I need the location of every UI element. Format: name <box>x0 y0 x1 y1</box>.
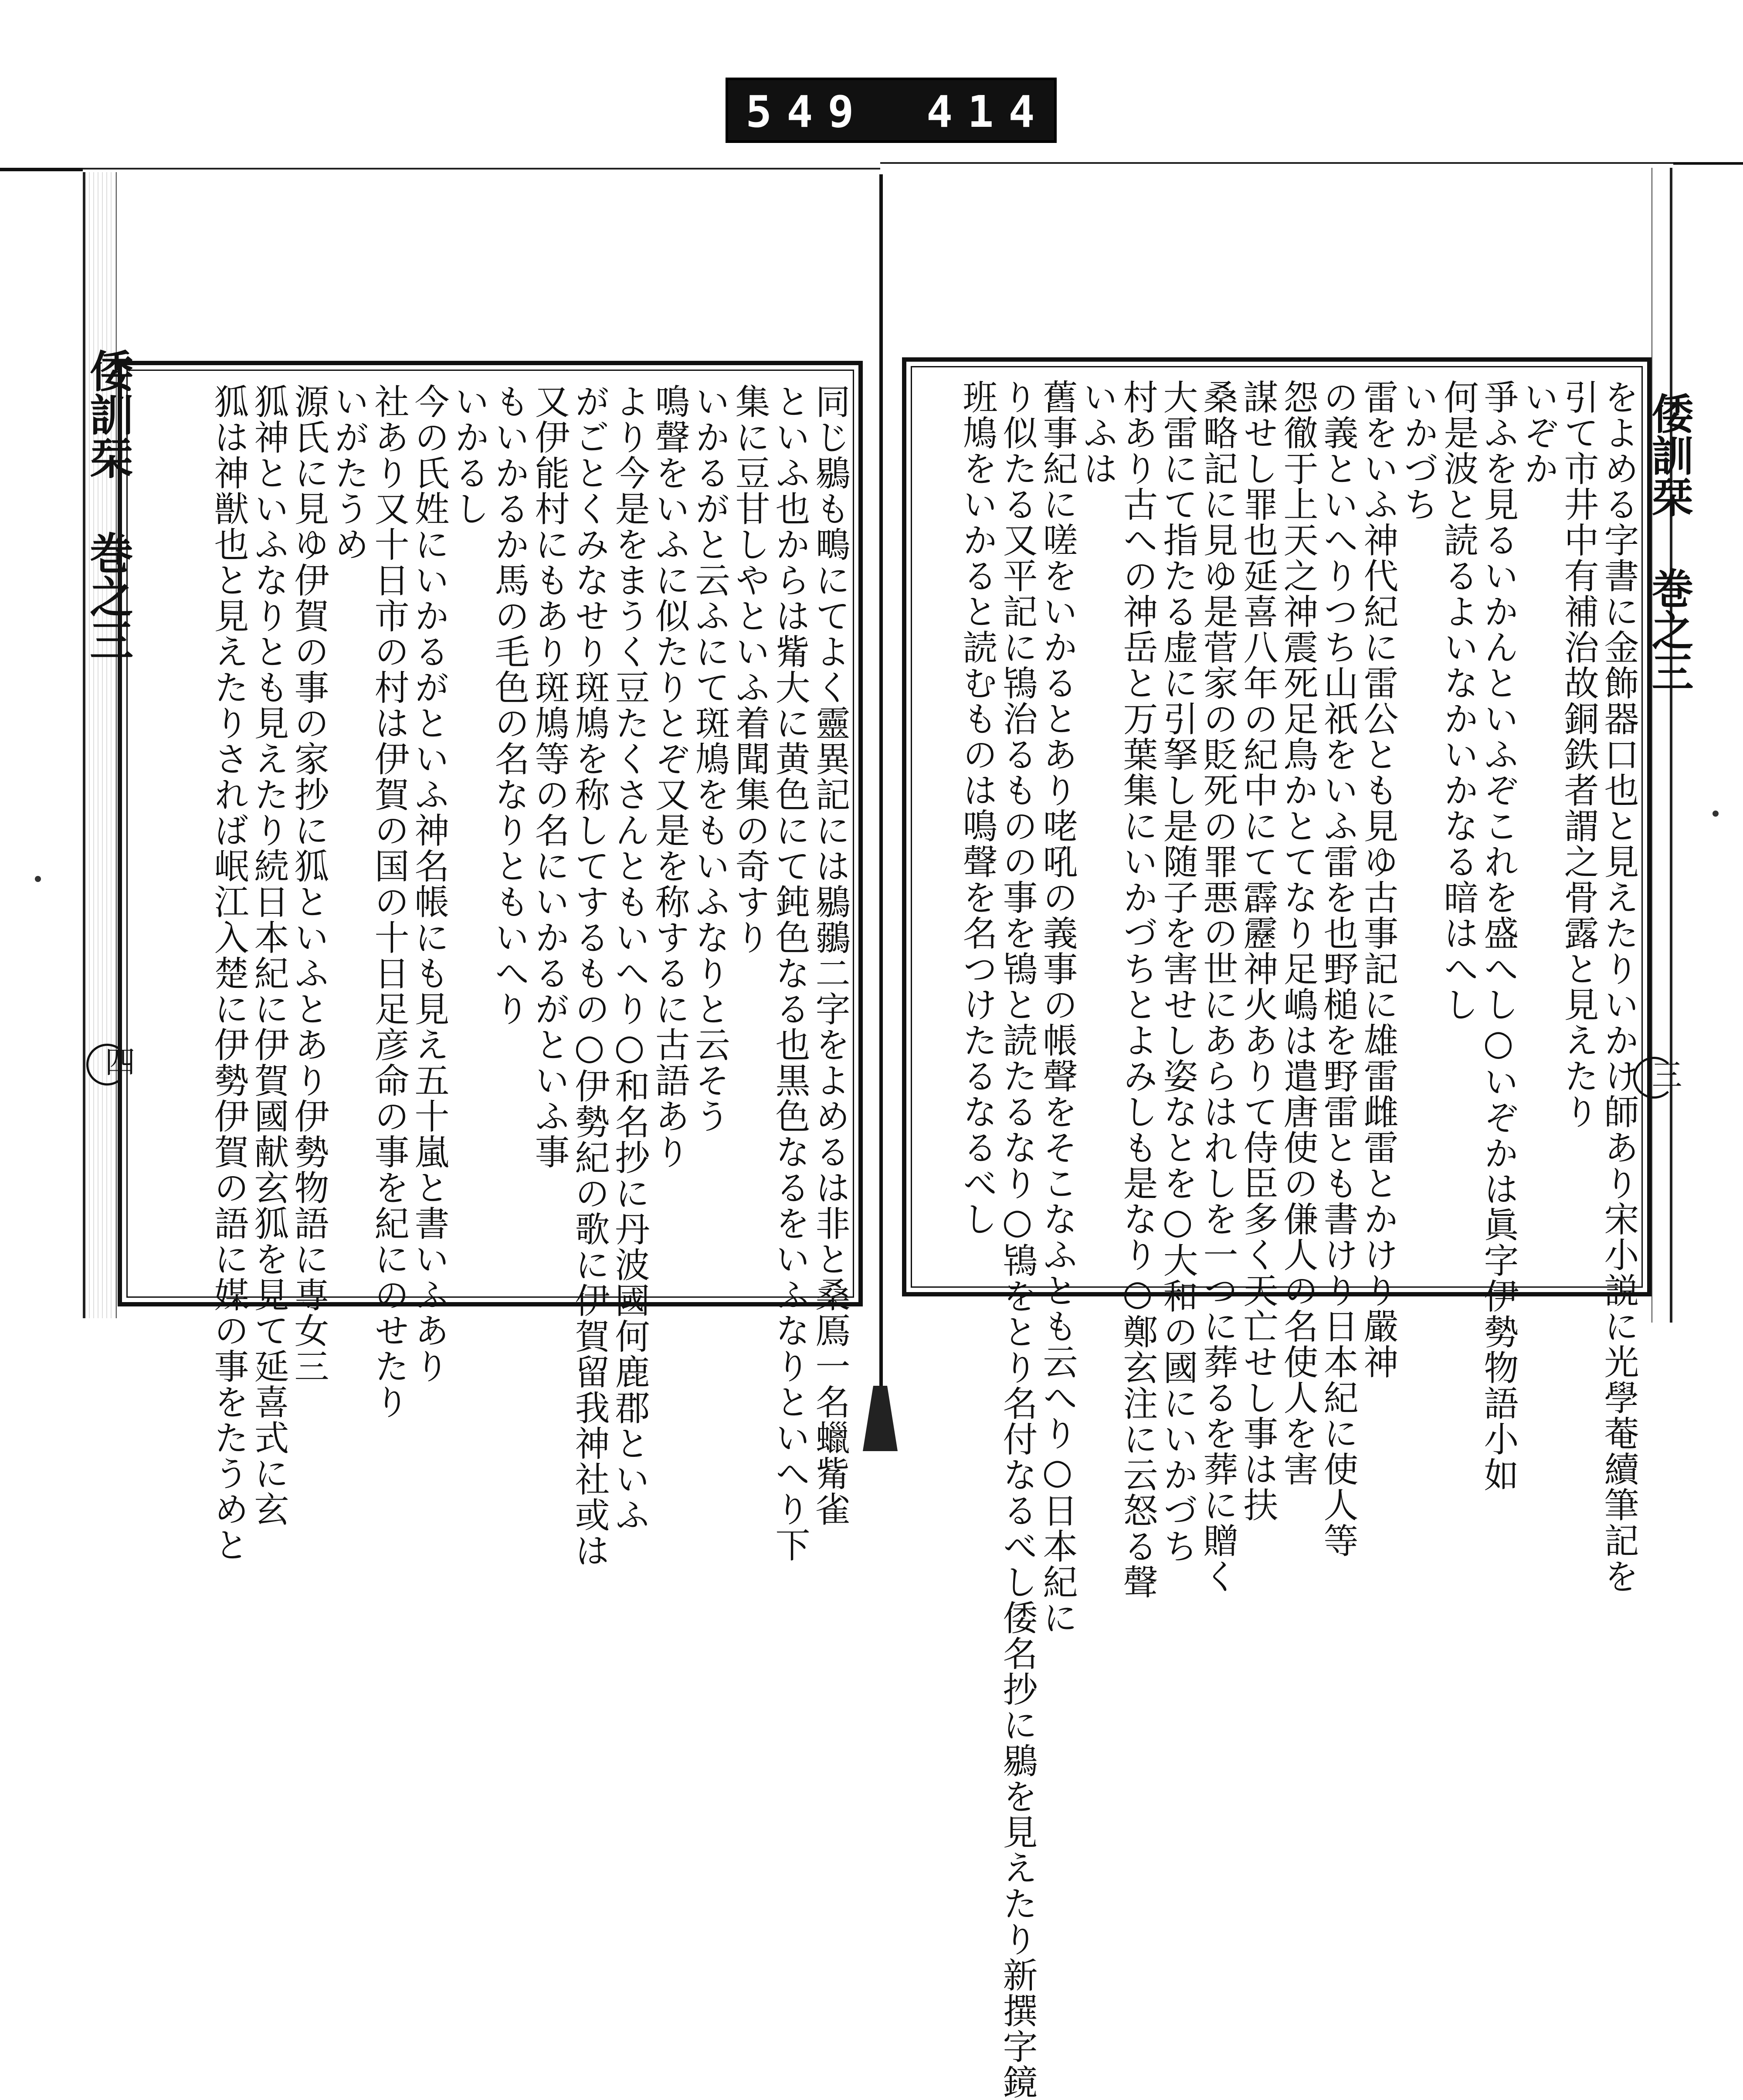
text-column: 今の氏姓にいかるがといふ神名帳にも見え五十嵐と書いふあり <box>409 383 449 1384</box>
text-column: もいかるか馬の毛色の名なりともいへり <box>489 383 529 1027</box>
film-frame-label <box>726 78 1091 143</box>
text-column: 爭ふを見るいかんといふぞこれを盛へし○いぞかは眞字伊勢物語小如 <box>1478 379 1519 1493</box>
text-column: 桑略記に見ゆ是菅家の貶死の罪悪の世にあらはれしを一つに葬るを葬に贈く <box>1197 379 1238 1594</box>
text-column: 怨徹于上天之神震死足鳥かとてなり足嶋は遣唐使の傔人の名使人を害 <box>1278 379 1318 1487</box>
text-column: いぞか <box>1518 379 1559 486</box>
right-page-header: 倭訓栞 巻之三 <box>1645 392 1694 692</box>
text-column: 引て市井中有補治故銅鉄者謂之骨露と見えたり <box>1558 379 1599 1130</box>
text-column: の義といへりつち山祇をいふ雷を也野槌を野雷とも書けり日本紀に使人等 <box>1318 379 1358 1558</box>
left-text-columns <box>135 383 850 1568</box>
text-column: 同じ鶍も鴫にてよく靈異記には鶍鶸二字をよめるは非と桑鳫一名蠟觜雀 <box>810 383 850 1527</box>
text-column: 又伊能村にもあり斑鳩等の名にいかるがといふ事 <box>529 383 570 1170</box>
text-column: 雷をいふ神代紀に雷公とも見ゆ古事記に雄雷雌雷とかけり嚴神 <box>1358 379 1398 1380</box>
text-column: いかづち <box>1398 379 1438 522</box>
text-column: 何是波と読るよいなかいかなる暗はへし <box>1438 379 1478 1022</box>
text-column: 大雷にて指たる虚に引拏し是随子を害せし姿なとを○大和の國にいかづち <box>1157 379 1198 1564</box>
right-page-number: 三 <box>1647 1059 1682 1089</box>
text-column: をよめる字書に金飾器口也と見えたりいかけ師あり宋小説に光學菴續筆記を <box>1598 379 1639 1594</box>
text-column: いふは <box>1077 379 1118 486</box>
text-column: 班鳩をいかると読むものは鳴聲を名つけたるなるべし <box>957 379 997 1237</box>
text-column: 源氏に見ゆ伊賀の事の家抄に狐といふとあり伊勢物語に専女三 <box>288 383 329 1384</box>
text-column: いかるがと云ふにて斑鳩をもいふなりと云そう <box>689 383 730 1134</box>
text-column: がごとくみなせり斑鳩を称してするもの○伊勢紀の歌に伊賀留我神社或は <box>569 383 610 1568</box>
text-column: 鳴聲をいふに似たりとぞ又是を称するに古語あり <box>649 383 690 1170</box>
text-column: より今是をまうく豆たくさんともいへり○和名抄に丹波國何鹿郡といふ <box>609 383 650 1533</box>
text-column: 集に豆甘しやといふ着聞集の奇すり <box>729 383 770 955</box>
left-page-number: 四 <box>100 1046 136 1076</box>
text-column: 社あり又十日市の村は伊賀の国の十日足彦命の事を紀にのせたり <box>369 383 409 1420</box>
spine-clamp <box>863 1386 898 1451</box>
scan-speck <box>1712 811 1719 817</box>
text-column: 村あり古への神岳と万葉集にいかづちとよみしも是なり○鄭玄注に云怒る聲 <box>1117 379 1158 1600</box>
left-page-header: 倭訓栞 巻之三 <box>82 349 134 662</box>
text-column: 舊事紀に嗟をいかるとあり咾吼の義事の帳聲をそこなふとも云へり○日本紀に <box>1037 379 1078 1635</box>
text-column: いかるし <box>449 383 489 526</box>
book-edge-line-left <box>0 168 87 171</box>
film-number-left: 549 <box>746 86 869 137</box>
scan-speck <box>35 876 41 882</box>
book-spine <box>879 174 883 1408</box>
text-column: 狐は神獣也と見えたりされば岷江入楚に伊勢伊賀の語に媒の事をたうめと <box>208 383 249 1563</box>
text-column: 狐神といふなりとも見えたり続日本紀に伊賀國献玄狐を見て延喜式に玄 <box>248 383 289 1527</box>
text-column: り似たる又平記に鴇治るものの事を鴇と読たるなり○鴇をとり名付なるべし倭名抄に鶍を見えたり新撰字鏡 <box>997 379 1038 2100</box>
text-column: といふ也からは觜大に黄色にて鈍色なる也黒色なるをいふなりといへり下 <box>770 383 810 1563</box>
right-text-columns <box>919 379 1639 2100</box>
film-number-right: 414. <box>926 86 1091 137</box>
left-page-edge <box>83 172 117 1318</box>
text-column: 謀せし罪也延喜八年の紀中にて霹靂神火ありて侍臣多く天亡せし事は扶 <box>1238 379 1278 1523</box>
text-column: いがたうめ <box>329 383 369 562</box>
